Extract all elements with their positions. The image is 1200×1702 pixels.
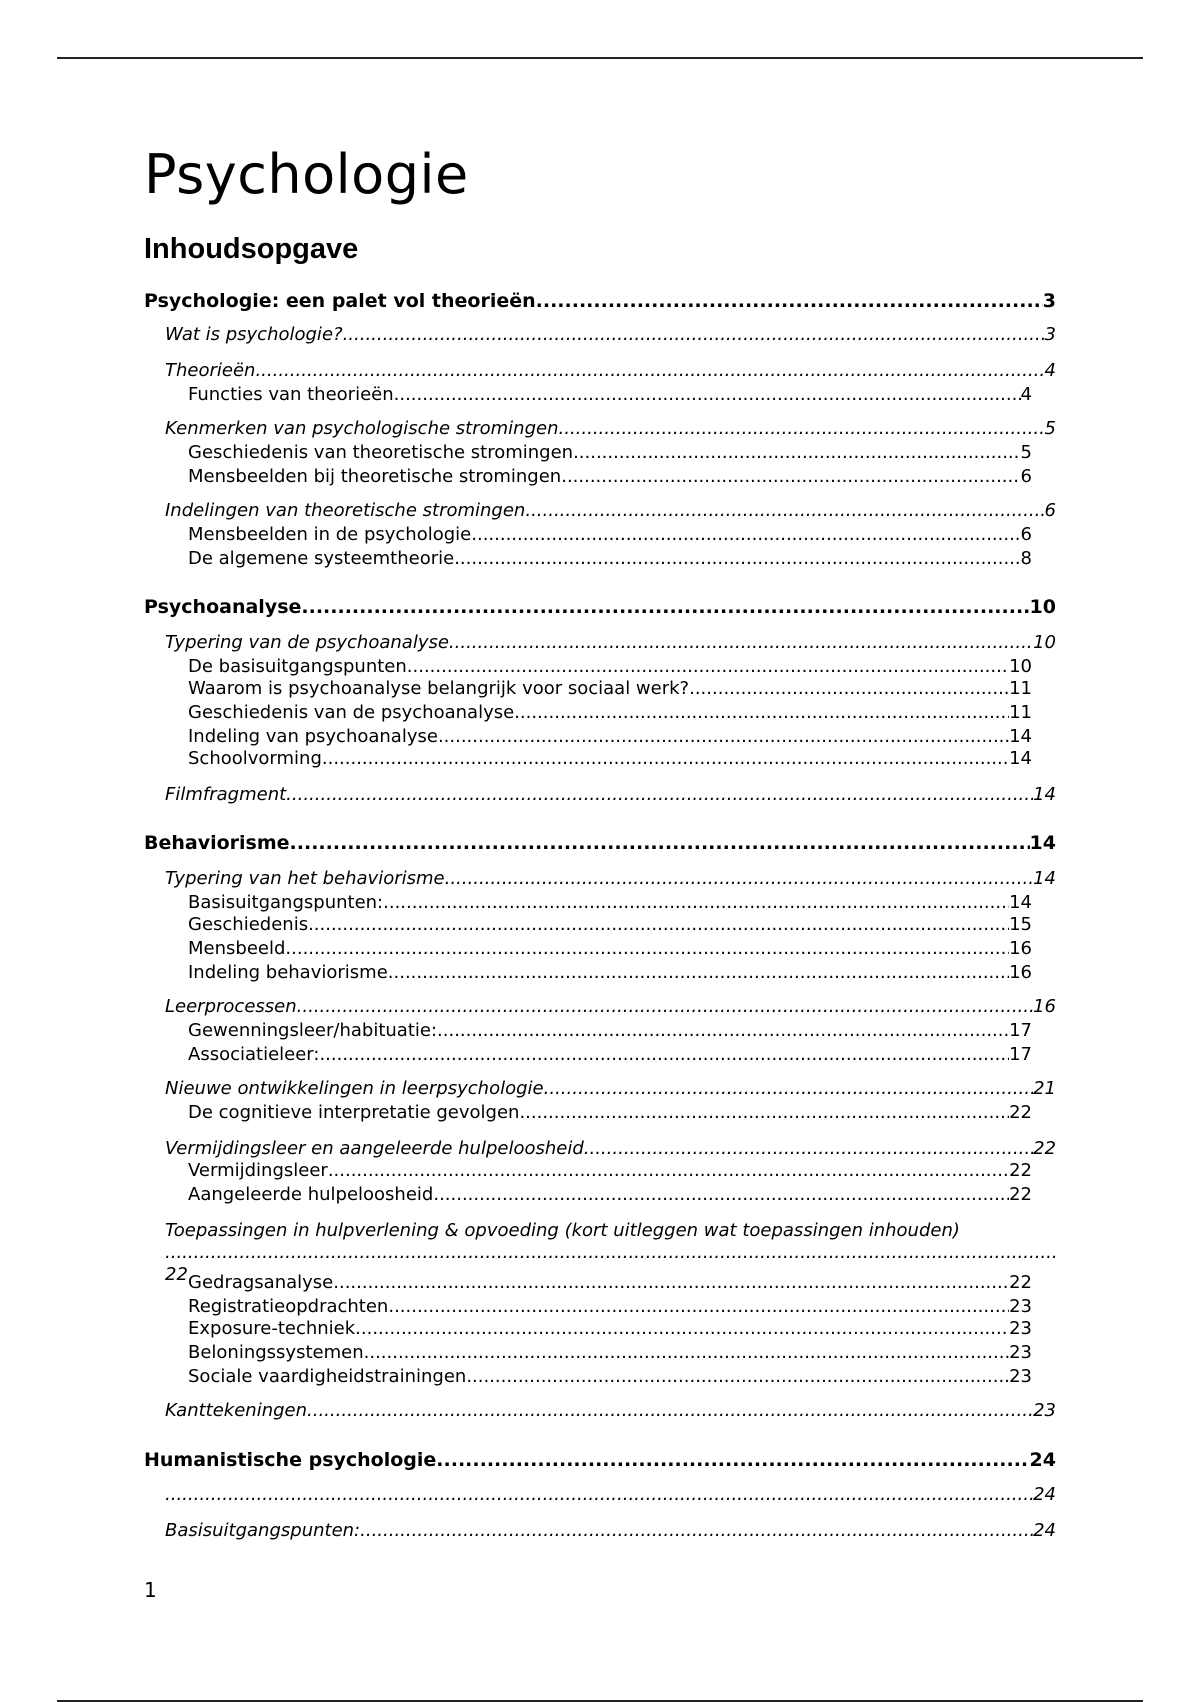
toc-entry-label: Indeling van psychoanalyse bbox=[188, 726, 438, 747]
toc-entry-page: 22 bbox=[1009, 1184, 1032, 1205]
page-number: 1 bbox=[144, 1578, 157, 1602]
toc-entry-page: 21 bbox=[1033, 1078, 1056, 1099]
toc-entry-page: 11 bbox=[1009, 702, 1032, 723]
header-rule bbox=[57, 57, 1143, 59]
toc-heading: Inhoudsopgave bbox=[144, 233, 359, 265]
toc-entry-label: Gedragsanalyse bbox=[188, 1272, 334, 1293]
toc-leader-dots bbox=[514, 702, 1009, 723]
toc-entry-page: 22 bbox=[165, 1264, 188, 1285]
toc-entry-page: 14 bbox=[1033, 868, 1056, 889]
toc-entry[interactable] bbox=[144, 1020, 1032, 1041]
document-title: Psychologie bbox=[144, 143, 469, 206]
toc-entry[interactable] bbox=[144, 1520, 1056, 1541]
toc-entry-page: 10 bbox=[1033, 632, 1056, 653]
toc-entry[interactable] bbox=[144, 1484, 1056, 1505]
toc-leader-dots bbox=[319, 1044, 1009, 1065]
toc-entry-label: Geschiedenis van theoretische stromingen bbox=[188, 442, 574, 463]
toc-entry-page: 22 bbox=[1009, 1272, 1032, 1293]
toc-entry[interactable] bbox=[144, 914, 1032, 935]
toc-entry-label: Indeling behaviorisme bbox=[188, 962, 388, 983]
toc-entry-page: 22 bbox=[1033, 1138, 1056, 1159]
toc-entry-page: 10 bbox=[1029, 596, 1056, 618]
page-content bbox=[144, 140, 1056, 1541]
toc-leader-dots bbox=[388, 1296, 1009, 1317]
toc-entry-page: 23 bbox=[1009, 1366, 1032, 1387]
toc-entry[interactable] bbox=[144, 442, 1032, 463]
toc-leader-dots bbox=[355, 1318, 1009, 1339]
toc-leader-dots bbox=[290, 832, 1030, 854]
toc-entry-page: 10 bbox=[1009, 656, 1032, 677]
toc-entry-label: Filmfragment bbox=[165, 784, 287, 805]
toc-leader-dots bbox=[364, 1342, 1009, 1363]
toc-leader-dots bbox=[165, 1484, 1033, 1505]
toc-entry[interactable] bbox=[144, 832, 1056, 854]
toc-leader-dots bbox=[437, 1020, 1009, 1041]
toc-leader-dots bbox=[454, 548, 1020, 569]
toc-entry[interactable] bbox=[144, 1296, 1032, 1317]
toc-entry-page: 16 bbox=[1033, 996, 1056, 1017]
toc-entry-label: Humanistische psychologie bbox=[144, 1449, 437, 1471]
toc-entry[interactable] bbox=[144, 384, 1032, 405]
toc-entry-label: Vermijdingsleer en aangeleerde hulpeloosheid bbox=[165, 1138, 584, 1159]
toc-entry-page: 16 bbox=[1009, 962, 1032, 983]
toc-entry[interactable] bbox=[144, 868, 1056, 889]
toc-entry-label: Indelingen van theoretische stromingen bbox=[165, 500, 526, 521]
toc-entry-page: 22 bbox=[1009, 1160, 1032, 1181]
toc-entry[interactable] bbox=[144, 500, 1056, 521]
toc-entry[interactable] bbox=[144, 596, 1056, 618]
toc-entry[interactable] bbox=[144, 548, 1032, 569]
toc-entry[interactable] bbox=[144, 1138, 1056, 1159]
toc-entry[interactable] bbox=[144, 784, 1056, 805]
toc-entry[interactable] bbox=[144, 290, 1056, 312]
toc-entry-label: Functies van theorieën bbox=[188, 384, 394, 405]
toc-leader-dots bbox=[561, 466, 1020, 487]
toc-entry[interactable] bbox=[144, 748, 1032, 769]
toc-entry-label: Sociale vaardigheidstrainingen bbox=[188, 1366, 467, 1387]
toc-entry[interactable] bbox=[144, 996, 1056, 1017]
toc-entry[interactable] bbox=[144, 962, 1032, 983]
toc-leader-dots bbox=[388, 962, 1009, 983]
toc-entry-label: Mensbeeld bbox=[188, 938, 286, 959]
toc-leader-dots bbox=[559, 418, 1045, 439]
toc-entry-page: 24 bbox=[1033, 1484, 1056, 1505]
toc-leader-dots bbox=[445, 868, 1033, 889]
toc-entry-label: Aangeleerde hulpeloosheid bbox=[188, 1184, 434, 1205]
toc-entry-page: 14 bbox=[1009, 892, 1032, 913]
toc-entry-page: 24 bbox=[1033, 1520, 1056, 1541]
toc-leader-dots bbox=[301, 596, 1029, 618]
toc-entry-page: 17 bbox=[1009, 1044, 1032, 1065]
toc-leader-dots bbox=[573, 442, 1020, 463]
toc-entry-page: 23 bbox=[1009, 1318, 1032, 1339]
toc-leader-dots bbox=[525, 500, 1044, 521]
toc-entry-label: Psychoanalyse bbox=[144, 596, 302, 618]
toc-entry-label: Behaviorisme bbox=[144, 832, 290, 854]
toc-entry-label: De cognitieve interpretatie gevolgen bbox=[188, 1102, 520, 1123]
toc-entry-label: Mensbeelden in de psychologie bbox=[188, 524, 472, 545]
toc-entry-label: Typering van het behaviorisme bbox=[165, 868, 445, 889]
toc-entry-page: 4 bbox=[1044, 360, 1056, 381]
toc-entry-label: Leerprocessen bbox=[165, 996, 297, 1017]
toc-entry-page: 14 bbox=[1009, 748, 1032, 769]
toc-entry-page: 15 bbox=[1009, 914, 1032, 935]
toc-entry[interactable] bbox=[144, 524, 1032, 545]
toc-leader-dots bbox=[328, 1160, 1009, 1181]
toc-leader-dots bbox=[383, 892, 1009, 913]
toc-leader-dots bbox=[544, 1078, 1033, 1099]
toc-entry-page: 6 bbox=[1020, 466, 1032, 487]
toc-entry-label: De algemene systeemtheorie bbox=[188, 548, 455, 569]
toc-leader-dots bbox=[471, 524, 1020, 545]
toc-entry-label: Exposure-techniek bbox=[188, 1318, 356, 1339]
toc-leader-dots bbox=[466, 1366, 1009, 1387]
toc-entry-label: Toepassingen in hulpverlening & opvoeding (kort uitleggen wat toepassingen inhouden) bbox=[165, 1220, 960, 1241]
toc-entry-label: Wat is psychologie? bbox=[165, 324, 343, 345]
toc-entry-label: Vermijdingsleer bbox=[188, 1160, 328, 1181]
toc-entry-label: Mensbeelden bij theoretische stromingen bbox=[188, 466, 562, 487]
toc-entry-page: 14 bbox=[1029, 832, 1056, 854]
toc-entry-label: Kenmerken van psychologische stromingen bbox=[165, 418, 559, 439]
toc-leader-dots bbox=[433, 1184, 1009, 1205]
toc-leader-dots bbox=[297, 996, 1033, 1017]
toc-entry-page: 23 bbox=[1009, 1342, 1032, 1363]
toc-leader-dots bbox=[436, 1449, 1029, 1471]
toc-leader-dots bbox=[584, 1138, 1033, 1159]
toc-entry[interactable] bbox=[144, 656, 1032, 677]
toc-entry-page: 14 bbox=[1033, 784, 1056, 805]
toc-entry[interactable] bbox=[144, 938, 1032, 959]
toc-entry-page: 3 bbox=[1042, 290, 1056, 312]
toc-entry-page: 5 bbox=[1020, 442, 1032, 463]
toc-entry[interactable] bbox=[144, 1449, 1056, 1471]
toc-entry[interactable] bbox=[144, 632, 1056, 653]
toc-leader-dots bbox=[343, 324, 1045, 345]
toc-leader-dots bbox=[286, 784, 1033, 805]
toc-entry-page: 4 bbox=[1020, 384, 1032, 405]
toc-entry[interactable] bbox=[144, 1318, 1032, 1339]
toc-leader-dots bbox=[360, 1520, 1033, 1541]
toc-entry[interactable] bbox=[144, 1044, 1032, 1065]
toc-entry-label: Beloningssystemen bbox=[188, 1342, 364, 1363]
toc-entry-label: Basisuitgangspunten: bbox=[188, 892, 384, 913]
toc-leader-dots bbox=[285, 938, 1009, 959]
toc-entry-label: Schoolvorming bbox=[188, 748, 322, 769]
toc-entry-page: 17 bbox=[1009, 1020, 1032, 1041]
toc-entry-page: 23 bbox=[1033, 1400, 1056, 1421]
toc-leader-dots bbox=[519, 1102, 1009, 1123]
toc-leader-dots bbox=[308, 914, 1009, 935]
toc-leader-dots bbox=[407, 656, 1009, 677]
toc-entry[interactable] bbox=[144, 1078, 1056, 1099]
toc-entry-page: 3 bbox=[1044, 324, 1056, 345]
toc-entry[interactable] bbox=[144, 1272, 1032, 1293]
toc-entry[interactable] bbox=[144, 702, 1032, 723]
toc-leader-dots bbox=[333, 1272, 1009, 1293]
toc-leader-dots bbox=[438, 726, 1009, 747]
toc-entry-page: 6 bbox=[1044, 500, 1056, 521]
toc-entry-page: 5 bbox=[1044, 418, 1056, 439]
toc-entry[interactable] bbox=[144, 324, 1056, 345]
toc-entry-page: 11 bbox=[1009, 678, 1032, 699]
toc-entry-label: Basisuitgangspunten: bbox=[165, 1520, 361, 1541]
toc-leader-dots bbox=[536, 290, 1043, 312]
toc-entry-page: 24 bbox=[1029, 1449, 1056, 1471]
toc-entry[interactable] bbox=[144, 1184, 1032, 1205]
toc-leader-dots bbox=[449, 632, 1033, 653]
toc-entry-label: Waarom is psychoanalyse belangrijk voor sociaal werk? bbox=[188, 678, 690, 699]
toc-leader-dots bbox=[322, 748, 1009, 769]
toc-entry-page: 6 bbox=[1020, 524, 1032, 545]
toc-entry-page: 23 bbox=[1009, 1296, 1032, 1317]
toc-entry-label: Associatieleer: bbox=[188, 1044, 320, 1065]
toc-entry[interactable] bbox=[144, 1102, 1032, 1123]
toc-entry-label: De basisuitgangspunten bbox=[188, 656, 407, 677]
toc-leader-dots bbox=[394, 384, 1021, 405]
toc-entry-label: Nieuwe ontwikkelingen in leerpsychologie bbox=[165, 1078, 544, 1099]
toc-entry-page: 22 bbox=[1009, 1102, 1032, 1123]
toc-entry[interactable] bbox=[144, 1342, 1032, 1363]
toc-entry-label: Geschiedenis van de psychoanalyse bbox=[188, 702, 515, 723]
toc-entry-page: 8 bbox=[1020, 548, 1032, 569]
toc-entry[interactable] bbox=[144, 1366, 1032, 1387]
toc-leader-dots bbox=[689, 678, 1009, 699]
toc-entry-label: Kanttekeningen bbox=[165, 1400, 308, 1421]
toc-leader-dots bbox=[165, 1242, 1056, 1264]
toc-entry[interactable] bbox=[144, 418, 1056, 439]
toc-entry-label: Typering van de psychoanalyse bbox=[165, 632, 449, 653]
toc-entry-label: Psychologie: een palet vol theorieën bbox=[144, 290, 536, 312]
toc-entry[interactable] bbox=[144, 678, 1032, 699]
toc-entry-label: Registratieopdrachten bbox=[188, 1296, 389, 1317]
toc-entry[interactable] bbox=[144, 1160, 1032, 1181]
toc-entry-page: 14 bbox=[1009, 726, 1032, 747]
toc-entry[interactable] bbox=[144, 726, 1032, 747]
toc-leader-dots bbox=[255, 360, 1044, 381]
toc-entry[interactable] bbox=[144, 466, 1032, 487]
toc-entry[interactable] bbox=[144, 892, 1032, 913]
toc-entry[interactable] bbox=[144, 360, 1056, 381]
toc-leader-dots bbox=[307, 1400, 1033, 1421]
toc-entry[interactable] bbox=[144, 1400, 1056, 1421]
toc-entry-label: Theorieën bbox=[165, 360, 256, 381]
toc-entry-page: 16 bbox=[1009, 938, 1032, 959]
toc-entry-label: Gewenningsleer/habituatie: bbox=[188, 1020, 438, 1041]
toc-entry-label: Geschiedenis bbox=[188, 914, 309, 935]
